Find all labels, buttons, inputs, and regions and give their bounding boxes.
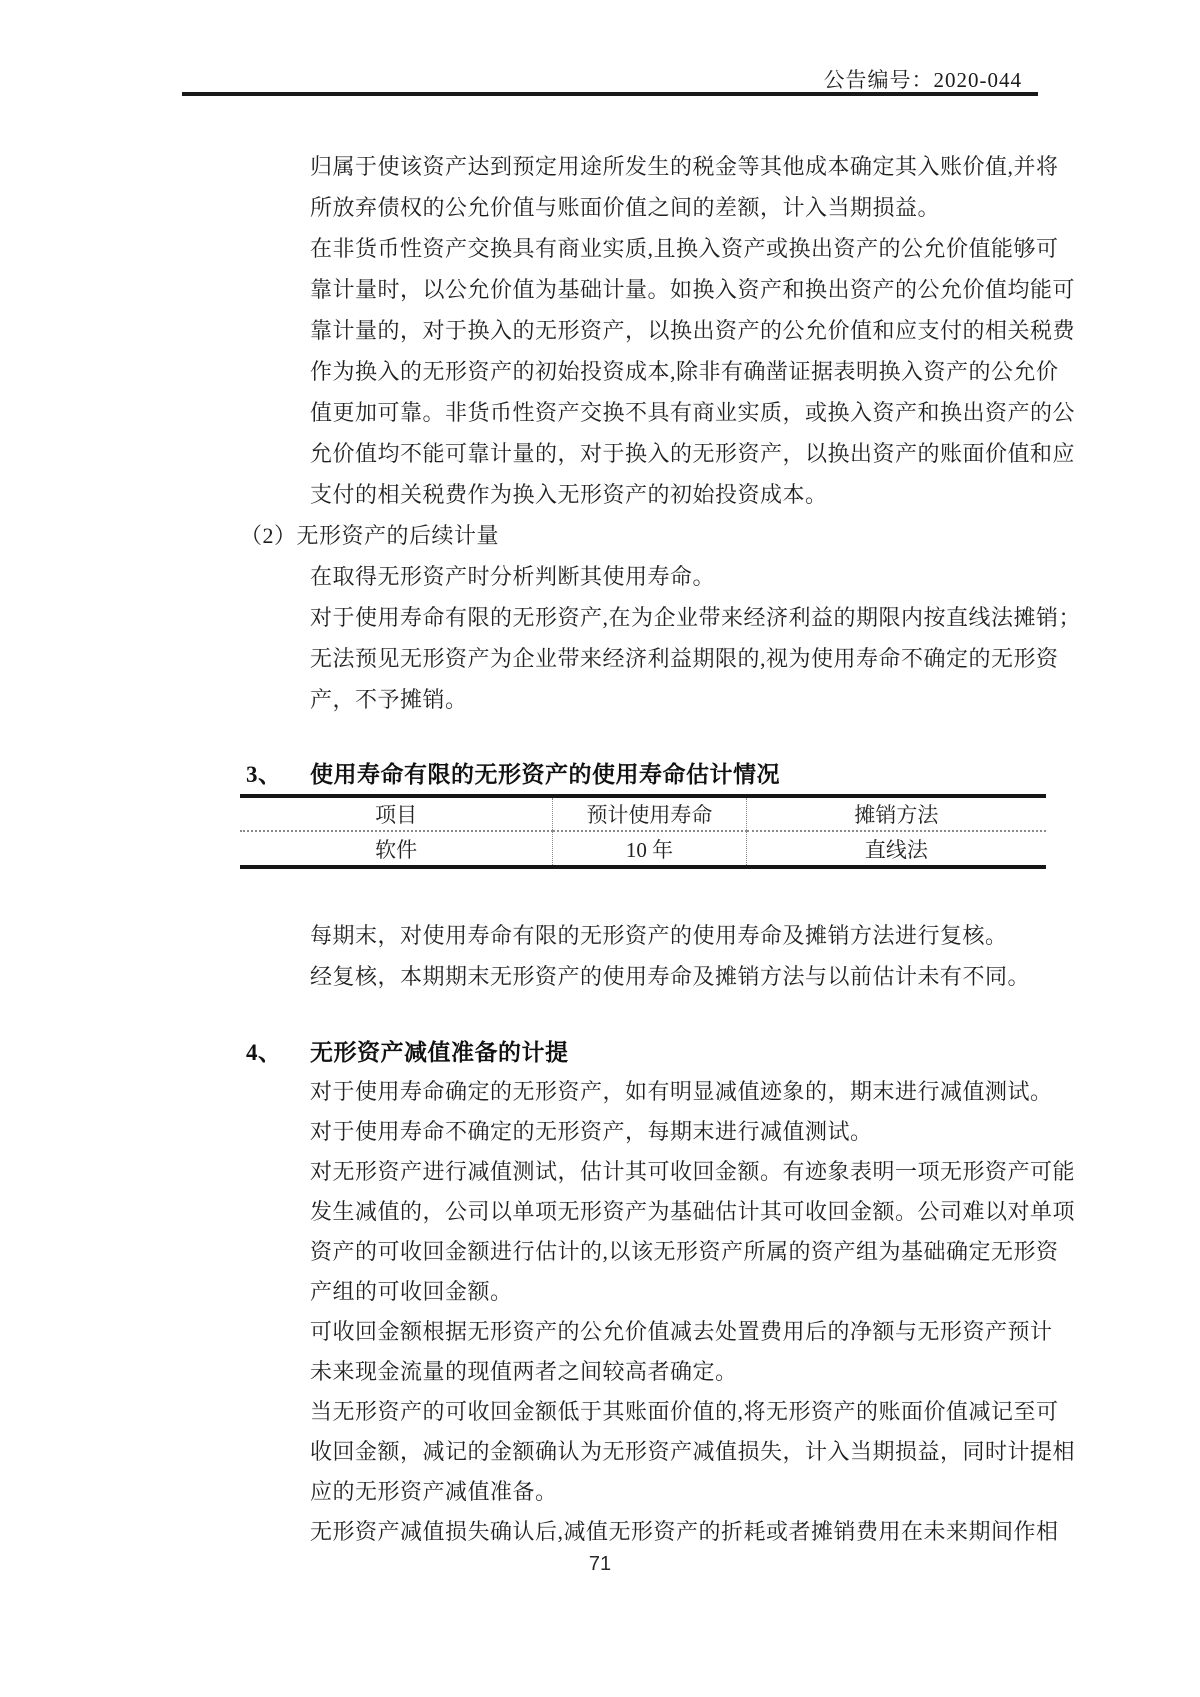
- paragraph-line: 靠计量时，以公允价值为基础计量。如换入资产和换出资产的公允价值均能可: [310, 277, 1076, 302]
- page-body: [240, 146, 1082, 1552]
- paragraph-line: 产，不予摊销。: [310, 687, 468, 712]
- useful-life-table: [240, 794, 1046, 869]
- table-header-cell: 摊销方法: [746, 796, 1046, 831]
- paragraph-line: 未来现金流量的现值两者之间较高者确定。: [310, 1359, 738, 1384]
- paragraph-line: 无形资产减值损失确认后,减值无形资产的折耗或者摊销费用在未来期间作相: [310, 1519, 1059, 1544]
- table-header-row: [240, 796, 1046, 831]
- paragraph-line: 允价值均不能可靠计量的，对于换入的无形资产，以换出资产的账面价值和应: [310, 441, 1076, 466]
- header-divider: [182, 92, 1038, 96]
- paragraph-line: 靠计量的，对于换入的无形资产，以换出资产的公允价值和应支付的相关税费: [310, 318, 1076, 343]
- paragraph-line: 发生减值的，公司以单项无形资产为基础估计其可收回金额。公司难以对单项: [310, 1199, 1076, 1224]
- paragraph-line: 可收回金额根据无形资产的公允价值减去处置费用后的净额与无形资产预计: [310, 1319, 1053, 1344]
- section-title: 使用寿命有限的无形资产的使用寿命估计情况: [310, 762, 780, 787]
- table-cell: 软件: [375, 837, 418, 862]
- paragraph-line: 资产的可收回金额进行估计的,以该无形资产所属的资产组为基础确定无形资: [310, 1239, 1059, 1264]
- paragraph-line: 在非货币性资产交换具有商业实质,且换入资产或换出资产的公允价值能够可: [310, 236, 1059, 261]
- page-number: 71: [588, 1553, 612, 1575]
- paragraph-line: 所放弃债权的公允价值与账面价值之间的差额，计入当期损益。: [310, 195, 941, 220]
- section-heading-4: [240, 1034, 1046, 1072]
- paragraph-line: 归属于使该资产达到预定用途所发生的税金等其他成本确定其入账价值,并将: [310, 154, 1059, 179]
- section-number: 4、: [246, 1040, 282, 1065]
- paragraph-line: 产组的可收回金额。: [310, 1279, 513, 1304]
- paragraph-line: 无法预见无形资产为企业带来经济利益期限的,视为使用寿命不确定的无形资: [310, 646, 1059, 671]
- table-header-cell: 项目: [240, 796, 553, 831]
- section-title: 无形资产减值准备的计提: [310, 1040, 569, 1065]
- paragraph-line: 支付的相关税费作为换入无形资产的初始投资成本。: [310, 482, 828, 507]
- section-heading-3: [240, 756, 1046, 794]
- list-item-heading: （2）无形资产的后续计量: [240, 523, 500, 548]
- paragraph-line: 值更加可靠。非货币性资产交换不具有商业实质，或换入资产和换出资产的公: [310, 400, 1076, 425]
- paragraph-line: 对于使用寿命不确定的无形资产，每期末进行减值测试。: [310, 1119, 873, 1144]
- paragraph-line: 收回金额，减记的金额确认为无形资产减值损失，计入当期损益，同时计提相: [310, 1439, 1076, 1464]
- table-row: [240, 831, 1046, 867]
- table-header-cell: 预计使用寿命: [553, 796, 746, 831]
- section-number: 3、: [246, 762, 282, 787]
- paragraph-line: 当无形资产的可收回金额低于其账面价值的,将无形资产的账面价值减记至可: [310, 1399, 1059, 1424]
- paragraph-line: 经复核，本期期末无形资产的使用寿命及摊销方法与以前估计未有不同。: [310, 964, 1031, 989]
- paragraph-line: 应的无形资产减值准备。: [310, 1479, 558, 1504]
- paragraph-line: 对于使用寿命确定的无形资产，如有明显减值迹象的，期末进行减值测试。: [310, 1079, 1053, 1104]
- paragraph-line: 对于使用寿命有限的无形资产,在为企业带来经济利益的期限内按直线法摊销；: [310, 605, 1082, 630]
- paragraph-line: 对无形资产进行减值测试，估计其可收回金额。有迹象表明一项无形资产可能: [310, 1159, 1076, 1184]
- paragraph-line: 每期末，对使用寿命有限的无形资产的使用寿命及摊销方法进行复核。: [310, 923, 1008, 948]
- announcement-number: 公告编号：2020-044: [823, 68, 1022, 92]
- table-cell: 10 年: [553, 831, 746, 867]
- paragraph-line: 在取得无形资产时分析判断其使用寿命。: [310, 564, 716, 589]
- table-cell: 直线法: [746, 831, 1046, 867]
- paragraph-line: 作为换入的无形资产的初始投资成本,除非有确凿证据表明换入资产的公允价: [310, 359, 1059, 384]
